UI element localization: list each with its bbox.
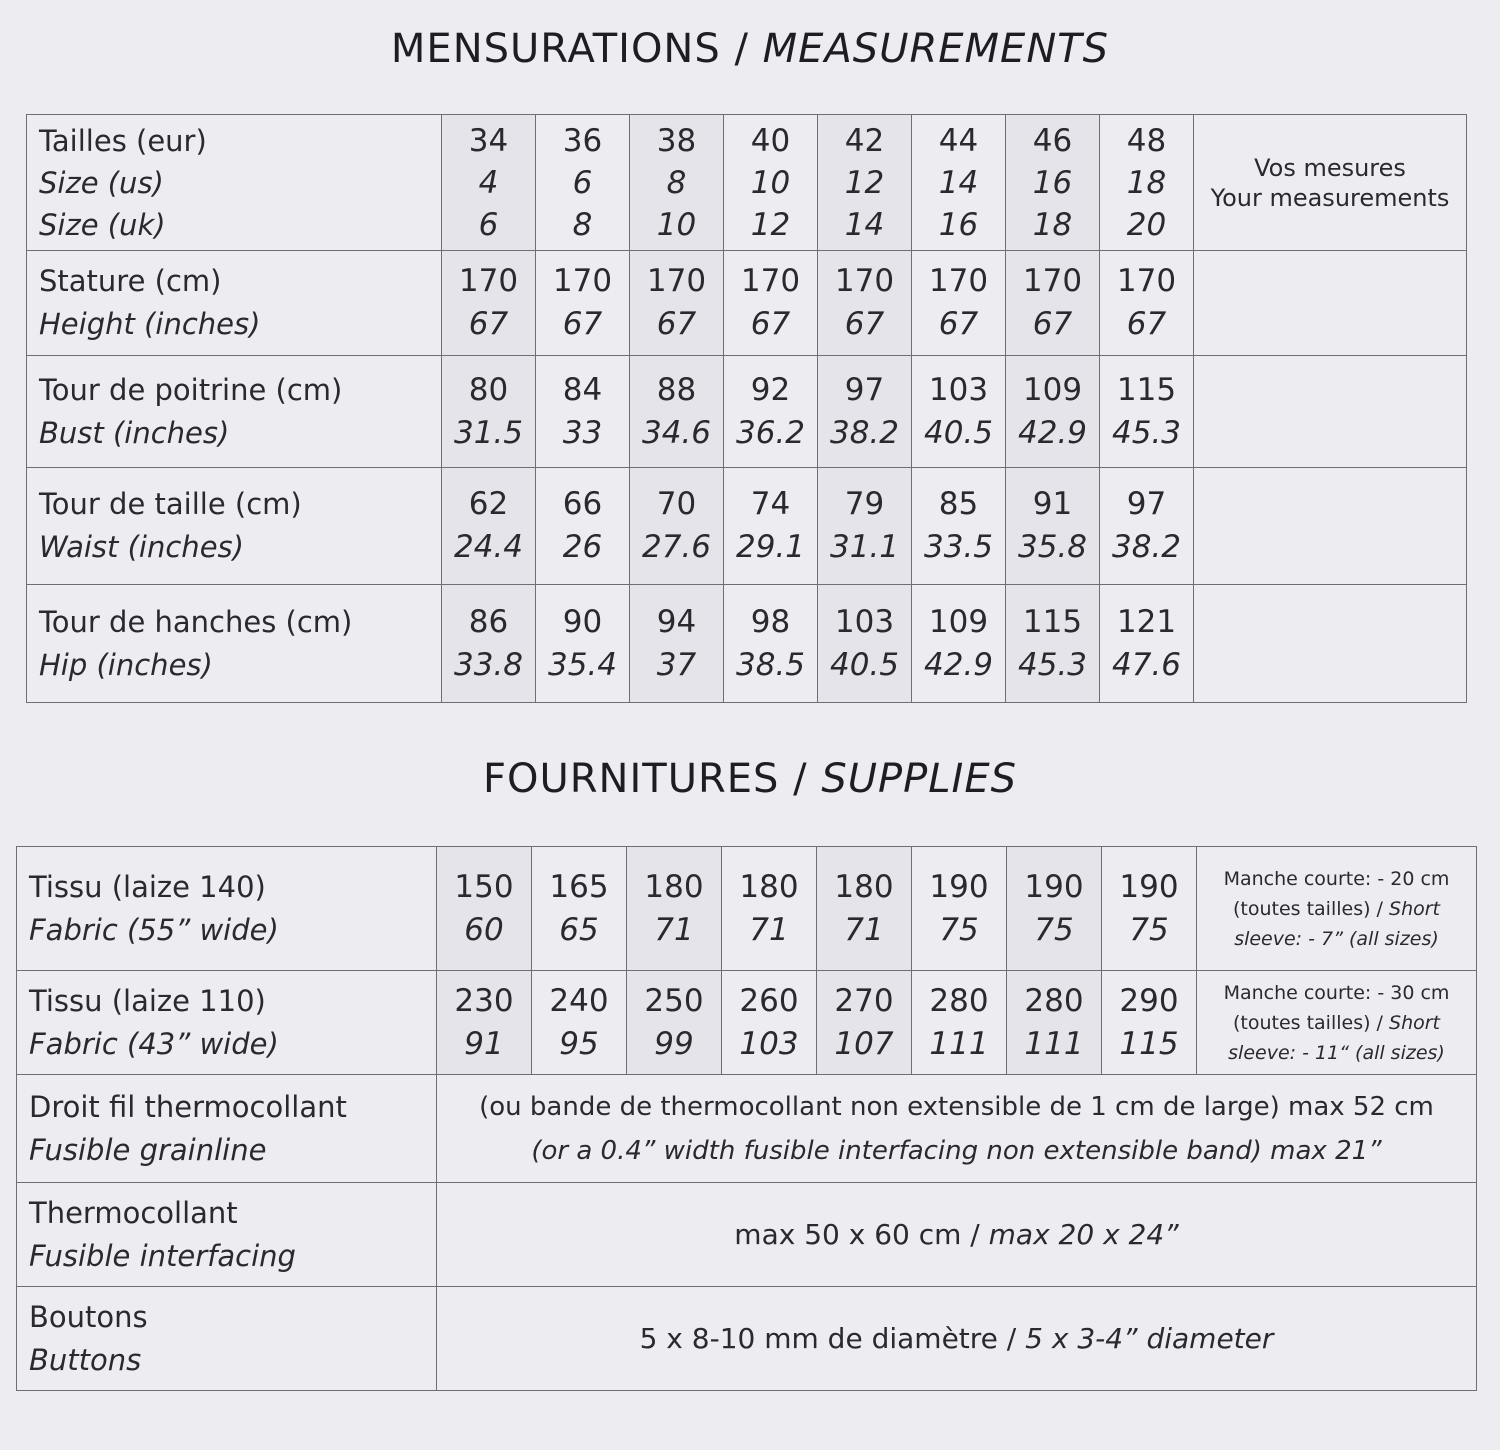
size-cell [818,115,912,251]
fabric-cell [1102,847,1197,971]
your-measurements-fr: Vos mesures [1254,153,1406,182]
measurement-cm: 170 [646,263,707,299]
measurement-cell [630,251,724,356]
fabric-inches: 75 [1034,911,1074,948]
size-value: 10 [750,164,791,201]
size-value: 8 [666,164,687,201]
fabric-inches: 99 [654,1025,694,1062]
measurement-cell [912,356,1006,468]
measurement-cm: 170 [458,263,519,299]
measurement-inches: 45.3 [1111,414,1182,451]
size-value: 42 [844,122,885,159]
fabric-cm: 165 [549,868,609,905]
fabric-cell [1102,971,1197,1075]
fabric-cell [722,971,817,1075]
fabric-cm: 190 [1024,868,1084,905]
fabric-cell [722,847,817,971]
supply-label-en: Fusible grainline [29,1132,267,1167]
measurement-cm: 97 [844,371,885,408]
measurement-cm: 94 [656,603,697,640]
fabric-inches: 71 [844,911,884,948]
measurement-cell [442,585,536,703]
measurement-cell [818,585,912,703]
measurement-cell [724,585,818,703]
measurements-title-fr: MENSURATIONS [390,26,721,72]
measurement-label-en: Waist (inches) [39,530,244,564]
measurement-cell [724,251,818,356]
fabric-cm: 150 [454,868,514,905]
measurement-cell [630,468,724,585]
measurement-cm: 97 [1126,486,1167,522]
fabric-cell [912,971,1007,1075]
short-sleeve-note-en: sleeve: - 7” (all sizes) [1234,927,1439,950]
measurement-cm: 79 [844,486,885,522]
measurement-cm: 92 [750,371,791,408]
size-cell [630,115,724,251]
fabric-cm: 190 [1119,868,1179,905]
measurement-cm: 88 [656,371,697,408]
measurement-inches: 35.4 [547,646,618,683]
size-value: 20 [1126,206,1167,243]
measurement-inches: 67 [938,306,979,342]
supply-value-cell [437,1075,1477,1183]
measurement-inches: 37 [656,646,697,683]
fabric-inches: 115 [1119,1025,1179,1062]
fabric-inches: 60 [464,911,504,948]
sizes-label: Tailles (eur) [39,123,207,158]
measurement-inches: 31.5 [453,414,524,451]
fabric-cm: 180 [644,868,704,905]
measurement-inches: 24.4 [453,529,524,565]
fabric-cm: 190 [929,868,989,905]
size-value: 6 [478,206,499,243]
measurement-cm: 115 [1116,371,1177,408]
measurement-cm: 70 [656,486,697,522]
fabric-cell [532,847,627,971]
measurement-cm: 170 [1116,263,1177,299]
fabric-cell [437,847,532,971]
size-value: 12 [844,164,885,201]
size-value: 44 [938,122,979,159]
measurement-inches: 67 [468,306,509,342]
supply-label-fr: Thermocollant [29,1195,238,1230]
measurement-cell [912,468,1006,585]
fabric-inches: 75 [939,911,979,948]
size-value: 8 [572,206,593,243]
fabric-cell [627,847,722,971]
size-value: 18 [1126,164,1167,201]
measurement-cm: 121 [1116,603,1177,640]
measurement-cell [630,356,724,468]
measurements-table [26,114,1467,703]
measurement-inches: 33.8 [453,646,524,683]
measurement-label-cell [27,251,442,356]
measurement-cell [630,585,724,703]
measurement-inches: 45.3 [1017,646,1088,683]
supply-label-cell [17,1183,437,1287]
short-sleeve-note-mid-fr: (toutes tailles) / [1232,897,1390,920]
measurement-row [27,356,1467,468]
fabric-label-en: Fabric (43” wide) [29,1026,279,1061]
measurement-label-en: Height (inches) [39,307,261,341]
supply-value-fr: max 50 x 60 cm / [734,1217,989,1251]
fabric-label-en: Fabric (55” wide) [29,912,279,947]
measurement-inches: 35.8 [1017,529,1088,565]
size-value: 6 [572,164,593,201]
measurement-cell [536,468,630,585]
your-measurement-cell [1194,468,1467,585]
measurement-cm: 74 [750,486,791,522]
measurement-inches: 67 [844,306,885,342]
fabric-inches: 91 [464,1025,504,1062]
measurement-cell [536,356,630,468]
measurement-cm: 170 [928,263,989,299]
measurement-cell [1006,251,1100,356]
measurement-label-fr: Stature (cm) [39,264,222,298]
supplies-title [0,756,1500,802]
measurement-inches: 42.9 [923,646,994,683]
size-value: 38 [656,122,697,159]
supply-value-en: 5 x 3-4” diameter [1025,1321,1274,1355]
measurement-inches: 67 [1126,306,1167,342]
measurement-inches: 26 [562,529,603,565]
measurement-inches: 38.2 [829,414,900,451]
fabric-label-fr: Tissu (laize 110) [29,983,266,1018]
fabric-inches: 107 [834,1025,894,1062]
measurement-label-fr: Tour de poitrine (cm) [39,372,343,407]
measurement-cell [1100,468,1194,585]
fabric-row [17,847,1477,971]
measurement-cm: 170 [1022,263,1083,299]
measurement-label-cell [27,356,442,468]
short-sleeve-note [1197,847,1477,971]
measurement-row [27,585,1467,703]
short-sleeve-note-mid-en: Short [1389,897,1441,920]
measurement-label-cell [27,585,442,703]
fabric-inches: 111 [1024,1025,1084,1062]
measurement-cell [1006,356,1100,468]
fabric-label-fr: Tissu (laize 140) [29,869,266,904]
fabric-cell [1007,971,1102,1075]
measurement-cm: 103 [834,603,895,640]
measurement-label-en: Bust (inches) [39,415,230,450]
supply-label-en: Buttons [29,1342,142,1377]
measurement-label-en: Hip (inches) [39,647,213,682]
your-measurements-header [1194,115,1467,251]
size-cell [1006,115,1100,251]
your-measurement-cell [1194,251,1467,356]
measurement-cm: 90 [562,603,603,640]
measurement-label-fr: Tour de taille (cm) [39,487,302,521]
measurement-cm: 170 [740,263,801,299]
measurement-cm: 86 [468,603,509,640]
measurement-cell [912,585,1006,703]
measurement-cell [818,356,912,468]
fabric-cm: 290 [1119,982,1179,1019]
measurement-cell [536,585,630,703]
fabric-cm: 230 [454,982,514,1019]
your-measurement-cell [1194,356,1467,468]
measurement-cm: 109 [928,603,989,640]
short-sleeve-note-mid [1197,1008,1476,1038]
measurement-inches: 33 [562,414,603,451]
measurement-label-cell [27,468,442,585]
size-cell [442,115,536,251]
size-cell [1100,115,1194,251]
measurement-inches: 29.1 [735,529,806,565]
supply-value-cell [437,1183,1477,1287]
fabric-cm: 240 [549,982,609,1019]
short-sleeve-note [1197,971,1477,1075]
measurement-cell [442,251,536,356]
size-cell [724,115,818,251]
size-cell [536,115,630,251]
measurement-cm: 170 [552,263,613,299]
measurement-inches: 67 [562,306,603,342]
fabric-cell [817,971,912,1075]
your-measurement-cell [1194,585,1467,703]
fabric-cm: 180 [739,868,799,905]
measurements-title-en: MEASUREMENTS [762,26,1110,72]
fabric-cell [627,971,722,1075]
fabric-cell [1007,847,1102,971]
sizes-row [27,115,1467,251]
short-sleeve-note-mid-fr: (toutes tailles) / [1232,1011,1390,1034]
fabric-row [17,971,1477,1075]
measurement-cm: 85 [938,486,979,522]
measurement-inches: 67 [656,306,697,342]
supplies-title-sep: / [779,756,822,802]
short-sleeve-note-fr: Manche courte: - 30 cm [1223,981,1450,1004]
measurement-cm: 103 [928,371,989,408]
measurement-inches: 42.9 [1017,414,1088,451]
short-sleeve-note-mid-en: Short [1389,1011,1441,1034]
supply-row [17,1183,1477,1287]
measurement-inches: 40.5 [923,414,994,451]
measurement-cell [724,468,818,585]
size-value: 16 [938,206,979,243]
supply-row [17,1075,1477,1183]
supply-value-fr: 5 x 8-10 mm de diamètre / [639,1321,1026,1355]
measurements-title [0,26,1500,72]
your-measurements-en: Your measurements [1210,183,1450,212]
fabric-cm: 270 [834,982,894,1019]
measurement-cell [818,468,912,585]
supply-label-en: Fusible interfacing [29,1238,296,1273]
measurement-cell [912,251,1006,356]
measurement-inches: 36.2 [735,414,806,451]
fabric-inches: 111 [929,1025,989,1062]
fabric-inches: 71 [654,911,694,948]
supply-value-en: max 20 x 24” [988,1217,1179,1251]
size-value: 18 [1032,206,1073,243]
measurement-row [27,251,1467,356]
supply-label-cell [17,1075,437,1183]
measurement-cell [724,356,818,468]
fabric-inches: 75 [1129,911,1169,948]
supply-label-cell [17,1287,437,1391]
size-value: 10 [656,206,697,243]
measurement-cell [1100,356,1194,468]
size-cell [912,115,1006,251]
measurement-cell [442,468,536,585]
size-value: 12 [750,206,791,243]
short-sleeve-note-mid [1197,894,1476,924]
measurement-cm: 62 [468,486,509,522]
measurement-cm: 66 [562,486,603,522]
size-value: 34 [468,122,509,159]
fabric-cm: 260 [739,982,799,1019]
supply-label-fr: Droit fil thermocollant [29,1089,347,1124]
fabric-cell [817,847,912,971]
measurement-inches: 47.6 [1111,646,1182,683]
supply-value-en: (or a 0.4” width fusible interfacing non extensible band) max 21” [531,1135,1382,1166]
sizes-label-cell [27,115,442,251]
measurement-cell [1100,251,1194,356]
measurement-inches: 38.2 [1111,529,1182,565]
fabric-inches: 71 [749,911,789,948]
measurement-inches: 34.6 [641,414,712,451]
size-value: 16 [1032,164,1073,201]
measurement-cm: 80 [468,371,509,408]
fabric-inches: 103 [739,1025,799,1062]
size-value: 46 [1032,122,1073,159]
short-sleeve-note-fr: Manche courte: - 20 cm [1223,867,1450,890]
size-value: 48 [1126,122,1167,159]
fabric-label-cell [17,847,437,971]
sizes-label: Size (uk) [39,207,166,242]
measurement-cm: 109 [1022,371,1083,408]
measurement-cm: 170 [834,263,895,299]
supply-label-fr: Boutons [29,1299,148,1334]
size-value: 4 [478,164,499,201]
fabric-inches: 65 [559,911,599,948]
short-sleeve-note-en: sleeve: - 11“ (all sizes) [1228,1041,1445,1064]
measurement-label-fr: Tour de hanches (cm) [39,604,353,639]
measurement-cm: 84 [562,371,603,408]
size-value: 40 [750,122,791,159]
supplies-table [16,846,1477,1391]
measurement-cm: 98 [750,603,791,640]
measurement-cm: 91 [1032,486,1073,522]
size-value: 36 [562,122,603,159]
fabric-cell [532,971,627,1075]
measurement-cm: 115 [1022,603,1083,640]
supply-row [17,1287,1477,1391]
measurement-row [27,468,1467,585]
fabric-cm: 280 [1024,982,1084,1019]
fabric-cm: 180 [834,868,894,905]
fabric-cell [912,847,1007,971]
measurements-title-sep: / [720,26,763,72]
measurement-cell [818,251,912,356]
size-value: 14 [938,164,979,201]
measurement-inches: 67 [750,306,791,342]
supplies-title-en: SUPPLIES [821,756,1017,802]
measurement-inches: 40.5 [829,646,900,683]
measurement-inches: 67 [1032,306,1073,342]
size-value: 14 [844,206,885,243]
measurement-cell [1100,585,1194,703]
supply-value-fr: (ou bande de thermocollant non extensible de 1 cm de large) max 52 cm [479,1091,1434,1122]
fabric-label-cell [17,971,437,1075]
measurement-inches: 27.6 [641,529,712,565]
measurement-cell [1006,585,1100,703]
measurement-inches: 31.1 [829,529,900,565]
fabric-cell [437,971,532,1075]
fabric-cm: 250 [644,982,704,1019]
fabric-cm: 280 [929,982,989,1019]
measurement-cell [442,356,536,468]
sizes-label: Size (us) [39,165,164,200]
measurement-cell [1006,468,1100,585]
measurement-inches: 33.5 [923,529,994,565]
supply-value-cell [437,1287,1477,1391]
supplies-title-fr: FOURNITURES [482,756,780,802]
measurement-cell [536,251,630,356]
measurement-inches: 38.5 [735,646,806,683]
fabric-inches: 95 [559,1025,599,1062]
